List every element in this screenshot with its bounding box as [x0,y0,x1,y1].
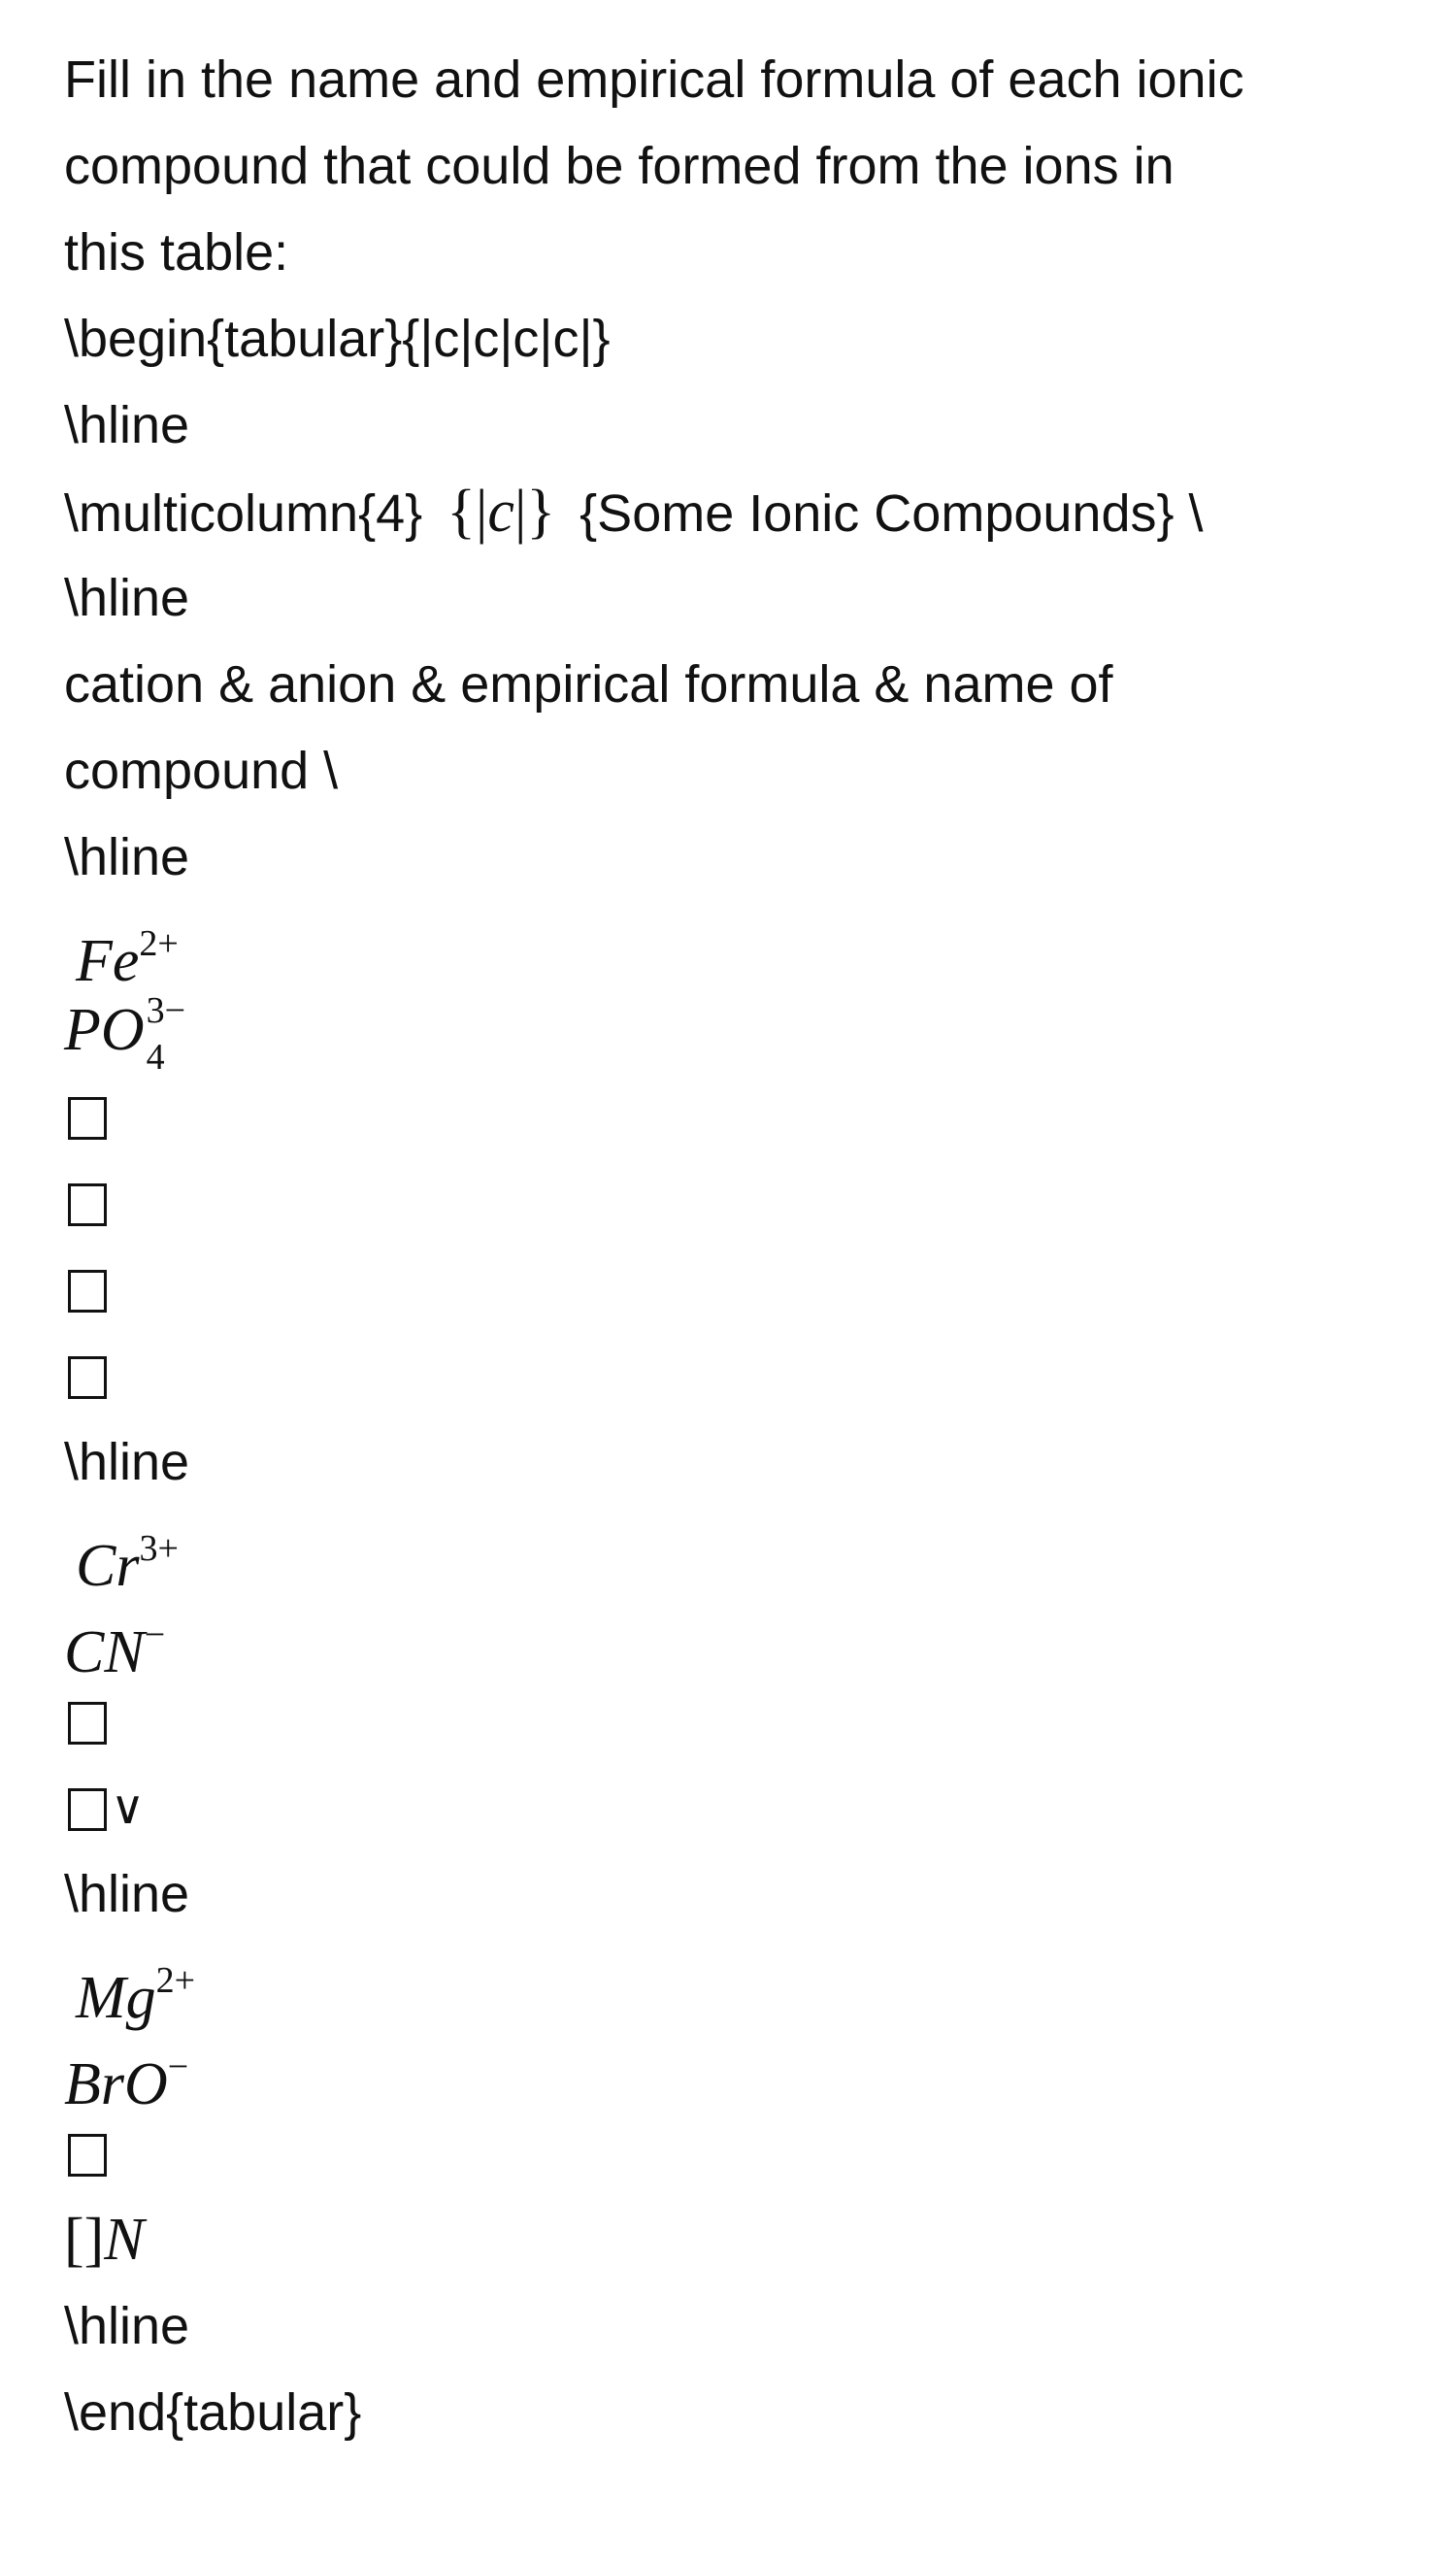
multicolumn-spec: {|c|} [447,479,556,545]
row2-anion: CN− [64,1614,166,1685]
row1-blank-3 [64,1247,1404,1333]
chevron-down-icon[interactable]: ∨ [111,1781,146,1835]
header-line-1: cation & anion & empirical formula & name of [64,655,1113,714]
answer-box[interactable] [68,1183,107,1226]
row2-blank-2 [64,1765,1404,1851]
answer-box[interactable] [68,1356,107,1399]
answer-box[interactable] [68,1270,107,1313]
answer-box[interactable] [68,1788,107,1831]
row1-blank-1 [64,1074,1404,1160]
intro-line-3: this table: [64,223,289,282]
header-line-2: compound \ [64,742,339,800]
answer-box[interactable] [68,1097,107,1140]
hline-6: \hline [64,2297,190,2355]
row3-anion: BrO− [64,2047,189,2117]
tabular-begin: \begin{tabular}{|c|c|c|c|} [64,310,611,368]
hline-1: \hline [64,396,190,454]
row3-letter: N [104,2207,145,2273]
row1-anion: PO 3− 4 [64,990,186,1078]
row3-blank-2 [64,2197,1404,2283]
row1-blank-2 [64,1160,1404,1247]
hline-2: \hline [64,569,190,627]
multicolumn-prefix: \multicolumn{4} [64,484,423,543]
hline-4: \hline [64,1433,190,1491]
multicolumn-title: {Some Ionic Compounds} \ [579,484,1204,543]
row2-cation: $Cr^{3+}$ [76,1528,179,1599]
row3-blank-1 [64,2111,1404,2197]
row1-blank-4 [64,1333,1404,1419]
empty-brackets[interactable]: [] [64,2207,105,2273]
problem-document [64,37,1404,2456]
multicolumn-line [64,469,1404,555]
intro-line-2: compound that could be formed from the ions in [64,137,1175,195]
row3-cation: $Mg^{2+}$ [76,1960,196,2031]
answer-box[interactable] [68,1702,107,1745]
answer-box[interactable] [68,2134,107,2177]
hline-5: \hline [64,1865,190,1923]
row1-cation: $Fe^{2+}$ [76,923,179,994]
intro-line-1: Fill in the name and empirical formula of each ionic [64,50,1244,109]
hline-3: \hline [64,828,190,886]
tabular-end: \end{tabular} [64,2383,362,2442]
row2-blank-1 [64,1679,1404,1765]
